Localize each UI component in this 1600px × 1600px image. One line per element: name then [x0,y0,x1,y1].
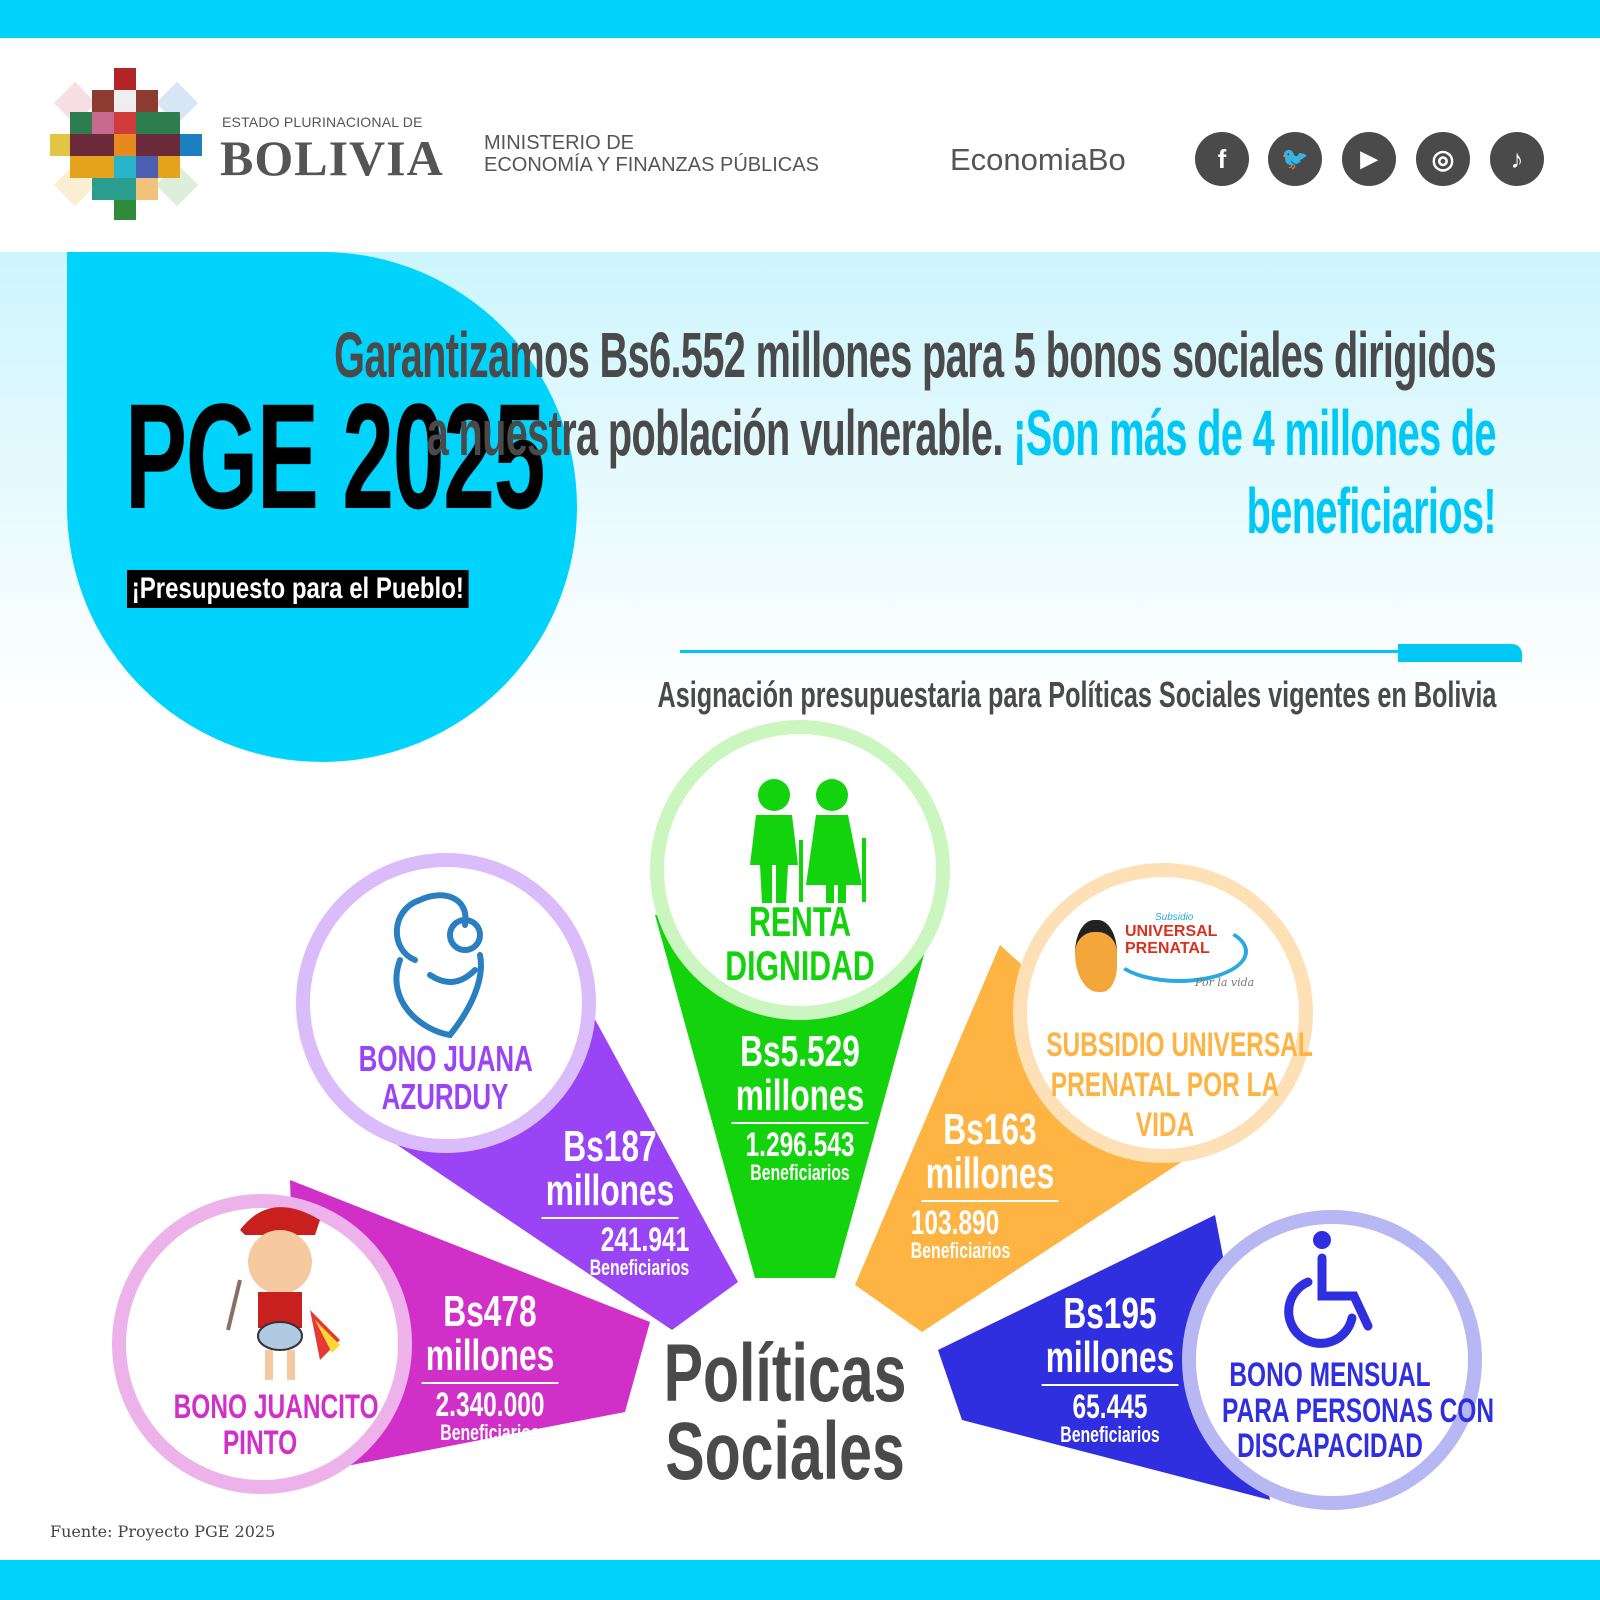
amount-juancito [411,1287,569,1445]
amount-value: Bs195 [1063,1289,1157,1338]
headline-highlight: ¡Son más de 4 millones de beneficiarios! [1013,397,1496,547]
bottom-bar [0,1560,1600,1600]
name-line: RENTA [749,898,851,945]
program-name-discapacidad [1222,1356,1495,1466]
headline-main: Garantizamos Bs6.552 millones para 5 bonos sociales dirigidos a nuestra población vulnerable. [334,319,1497,469]
program-name-renta [714,900,887,988]
amount-unit: millones [735,1071,865,1120]
logo-text-1: UNIVERSAL [1125,923,1218,940]
center-label [623,1328,947,1497]
amount-divider [1042,1384,1179,1386]
amount-unit: millones [925,1149,1055,1198]
amount-divider [922,1200,1059,1202]
beneficiaries-label: Beneficiarios [750,1160,850,1185]
amount-value: Bs163 [943,1105,1037,1154]
name-line: BONO MENSUAL [1229,1356,1431,1394]
facebook-icon[interactable]: f [1195,132,1249,186]
bolivia-wordmark: BOLIVIA [220,130,444,186]
name-line: AZURDUY [381,1075,509,1117]
amount-discapacidad [1031,1289,1189,1447]
name-line: SUBSIDIO UNIVERSAL [1046,1026,1313,1064]
subtitle: Asignación presupuestaria para Políticas Sociales vigentes en Bolivia [657,674,1496,715]
logo-tagline: Por la vida [1195,976,1255,989]
beneficiaries-label: Beneficiarios [589,1255,690,1280]
center-label-line-1: Políticas [663,1328,907,1419]
ministry-line-1: MINISTERIO DE [484,132,635,154]
amount-unit: millones [1045,1333,1175,1382]
instagram-icon[interactable]: ◎ [1416,132,1470,186]
amount-prenatal [910,1105,1069,1263]
amount-divider [422,1382,559,1384]
amount-juana [531,1122,690,1280]
beneficiaries-count: 2.340.000 [435,1386,545,1424]
name-line: BONO JUANCITO [173,1388,379,1426]
amount-value: Bs187 [563,1122,657,1171]
name-line: DISCAPACIDAD [1237,1427,1423,1466]
tiktok-icon[interactable]: ♪ [1490,132,1544,186]
beneficiaries-count: 103.890 [910,1204,1000,1242]
name-line: PRENATAL POR LA [1050,1066,1280,1105]
beneficiaries-label: Beneficiarios [440,1420,540,1445]
twitter-icon[interactable]: 🐦 [1268,132,1322,186]
beneficiaries-label: Beneficiarios [910,1238,1011,1263]
beneficiaries-count: 1.296.543 [745,1126,855,1164]
name-line: BONO JUANA [358,1038,533,1079]
amount-unit: millones [545,1166,675,1215]
name-line: DIGNIDAD [725,942,875,990]
youtube-icon[interactable]: ▶ [1342,132,1396,186]
beneficiaries-label: Beneficiarios [1060,1422,1160,1447]
amount-unit: millones [425,1331,555,1380]
amount-value: Bs478 [443,1287,537,1336]
estado-label: ESTADO PLURINACIONAL DE [222,114,423,130]
amount-divider [542,1217,679,1219]
beneficiaries-count: 65.445 [1072,1388,1148,1426]
hero-title: PGE 2025 [125,372,545,540]
ministry-line-2: ECONOMÍA Y FINANZAS PÚBLICAS [484,154,819,176]
amount-renta [721,1027,879,1185]
prenatal-logo [1075,912,1255,1002]
source-note: Fuente: Proyecto PGE 2025 [50,1522,276,1541]
hero-slogan: ¡Presupuesto para el Pueblo! [127,570,469,608]
name-line: VIDA [1135,1106,1195,1145]
program-name-prenatal [1046,1025,1313,1145]
name-line: PINTO [222,1423,298,1462]
beneficiaries-count: 241.941 [600,1221,690,1259]
center-label-line-2: Sociales [665,1406,905,1497]
logo-small-text: Subsidio [1155,912,1194,923]
amount-divider [732,1122,869,1124]
program-name-juancito [173,1388,379,1462]
program-name-juana [359,1040,532,1116]
amount-value: Bs5.529 [740,1027,860,1076]
social-handle: EconomiaBo [950,142,1126,177]
logo-text-2: PRENATAL [1125,940,1210,957]
name-line: PARA PERSONAS CON [1222,1391,1495,1430]
